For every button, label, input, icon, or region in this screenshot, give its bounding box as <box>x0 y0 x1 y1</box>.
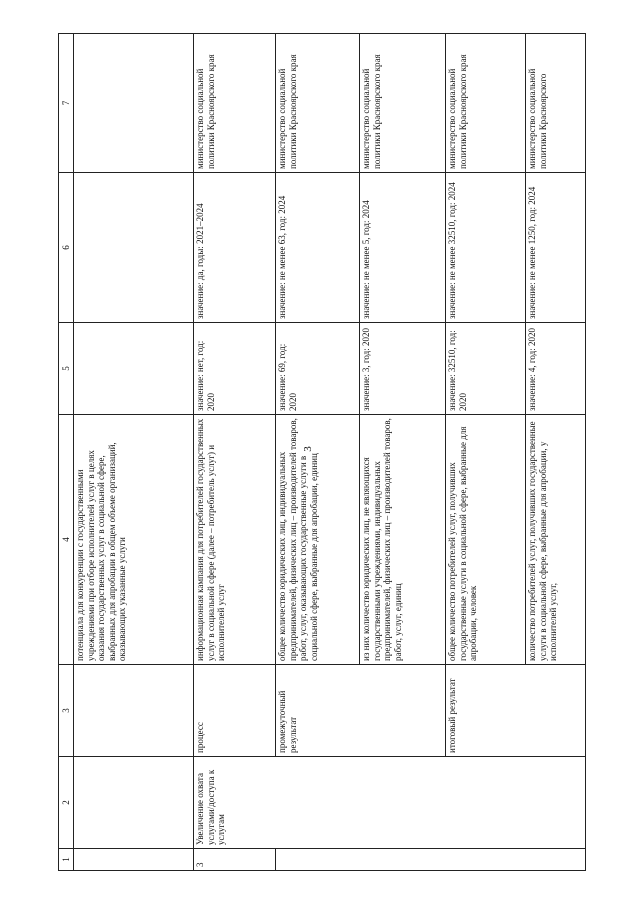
cell-base: значение: 3, год: 2020 <box>360 323 446 415</box>
cell-goal <box>276 757 360 849</box>
cell-num <box>74 849 194 871</box>
cell-indicator: из них количество юридических лиц, не являющихся государственными учреждениями, индивидуальных предпринимателей, физических лиц – производителей товаров, работ, услуг, единиц <box>360 415 446 665</box>
cell-responsible: министерство социальной политики Красноярского края <box>276 34 360 173</box>
cell-goal <box>74 757 194 849</box>
cell-goal: Увеличение охвата услугами/доступа к услугам <box>194 757 276 849</box>
cell-num <box>360 849 446 871</box>
cell-responsible: министерство социальной политики Красноярского края <box>360 34 446 173</box>
cell-num <box>276 849 360 871</box>
cell-type: процесс <box>194 665 276 757</box>
col-header-6: 6 <box>59 173 74 323</box>
cell-type: промежуточный результат <box>276 665 360 757</box>
rotated-table-container <box>58 34 588 871</box>
page-number: 3 <box>301 446 314 452</box>
cell-goal <box>360 757 446 849</box>
cell-type <box>74 665 194 757</box>
col-header-2: 2 <box>59 757 74 849</box>
cell-target <box>74 173 194 323</box>
cell-indicator: общее количество потребителей услуг, получивших государственные услуги в социальной сфере, выбранные для апробации, человек <box>446 415 526 665</box>
cell-num <box>526 849 586 871</box>
cell-target: значение: не менее 63, год: 2024 <box>276 173 360 323</box>
col-header-7: 7 <box>59 34 74 173</box>
cell-goal <box>526 757 586 849</box>
table-row-final-2 <box>526 34 586 871</box>
cell-base: значение: 69, год: 2020 <box>276 323 360 415</box>
header-row <box>59 34 74 871</box>
col-header-1: 1 <box>59 849 74 871</box>
cell-base <box>74 323 194 415</box>
cell-responsible: министерство социальной политики Красноярского края <box>446 34 526 173</box>
cell-goal <box>446 757 526 849</box>
cell-indicator: информационная кампания для потребителей государственных услуг в социальной сфере (далее – потребитель услуг) и исполнителей услуг <box>194 415 276 665</box>
col-header-3: 3 <box>59 665 74 757</box>
cell-type <box>526 665 586 757</box>
table-row-process <box>194 34 276 871</box>
cell-responsible <box>74 34 194 173</box>
table-row-interim-2 <box>360 34 446 871</box>
results-table <box>58 33 586 871</box>
cell-base: значение: нет, год: 2020 <box>194 323 276 415</box>
cell-target: значение: да, годы: 2021–2024 <box>194 173 276 323</box>
cell-indicator: потенциала для конкуренции с государственными учреждениями при отборе исполнителей услуг в целях оказания государственных услуг в социальной сфере, выбранных для апробации в общем объеме организаций, оказывающих указанные услуги <box>74 415 194 665</box>
table-row-final-1 <box>446 34 526 871</box>
cell-indicator: общее количество юридических лиц, индивидуальных предпринимателей, физических лиц – производителей товаров, работ, услуг, оказывающих государственные услуги в социальной сфере, выбранные для апробации, единиц <box>276 415 360 665</box>
cell-type <box>360 665 446 757</box>
cell-responsible: министерство социальной политики Красноярского края <box>194 34 276 173</box>
cell-responsible: министерство социальной политики Красноярского <box>526 34 586 173</box>
cell-num <box>446 849 526 871</box>
col-header-5: 5 <box>59 323 74 415</box>
table-row-interim-1 <box>276 34 360 871</box>
cell-target: значение: не менее 32510, год: 2024 <box>446 173 526 323</box>
table-row-continuation <box>74 34 194 871</box>
cell-target: значение: не менее 5, год: 2024 <box>360 173 446 323</box>
cell-base: значение: 32510, год: 2020 <box>446 323 526 415</box>
cell-base: значение: 4, год: 2020 <box>526 323 586 415</box>
cell-target: значение: не менее 1250, год: 2024 <box>526 173 586 323</box>
cell-type: итоговый результат <box>446 665 526 757</box>
cell-indicator: количество потребителей услуг, получивших государственные услуги в социальной сфере, выбранные для апробации, у исполнителей услуг, <box>526 415 586 665</box>
col-header-4: 4 <box>59 415 74 665</box>
cell-num: 3 <box>194 849 276 871</box>
